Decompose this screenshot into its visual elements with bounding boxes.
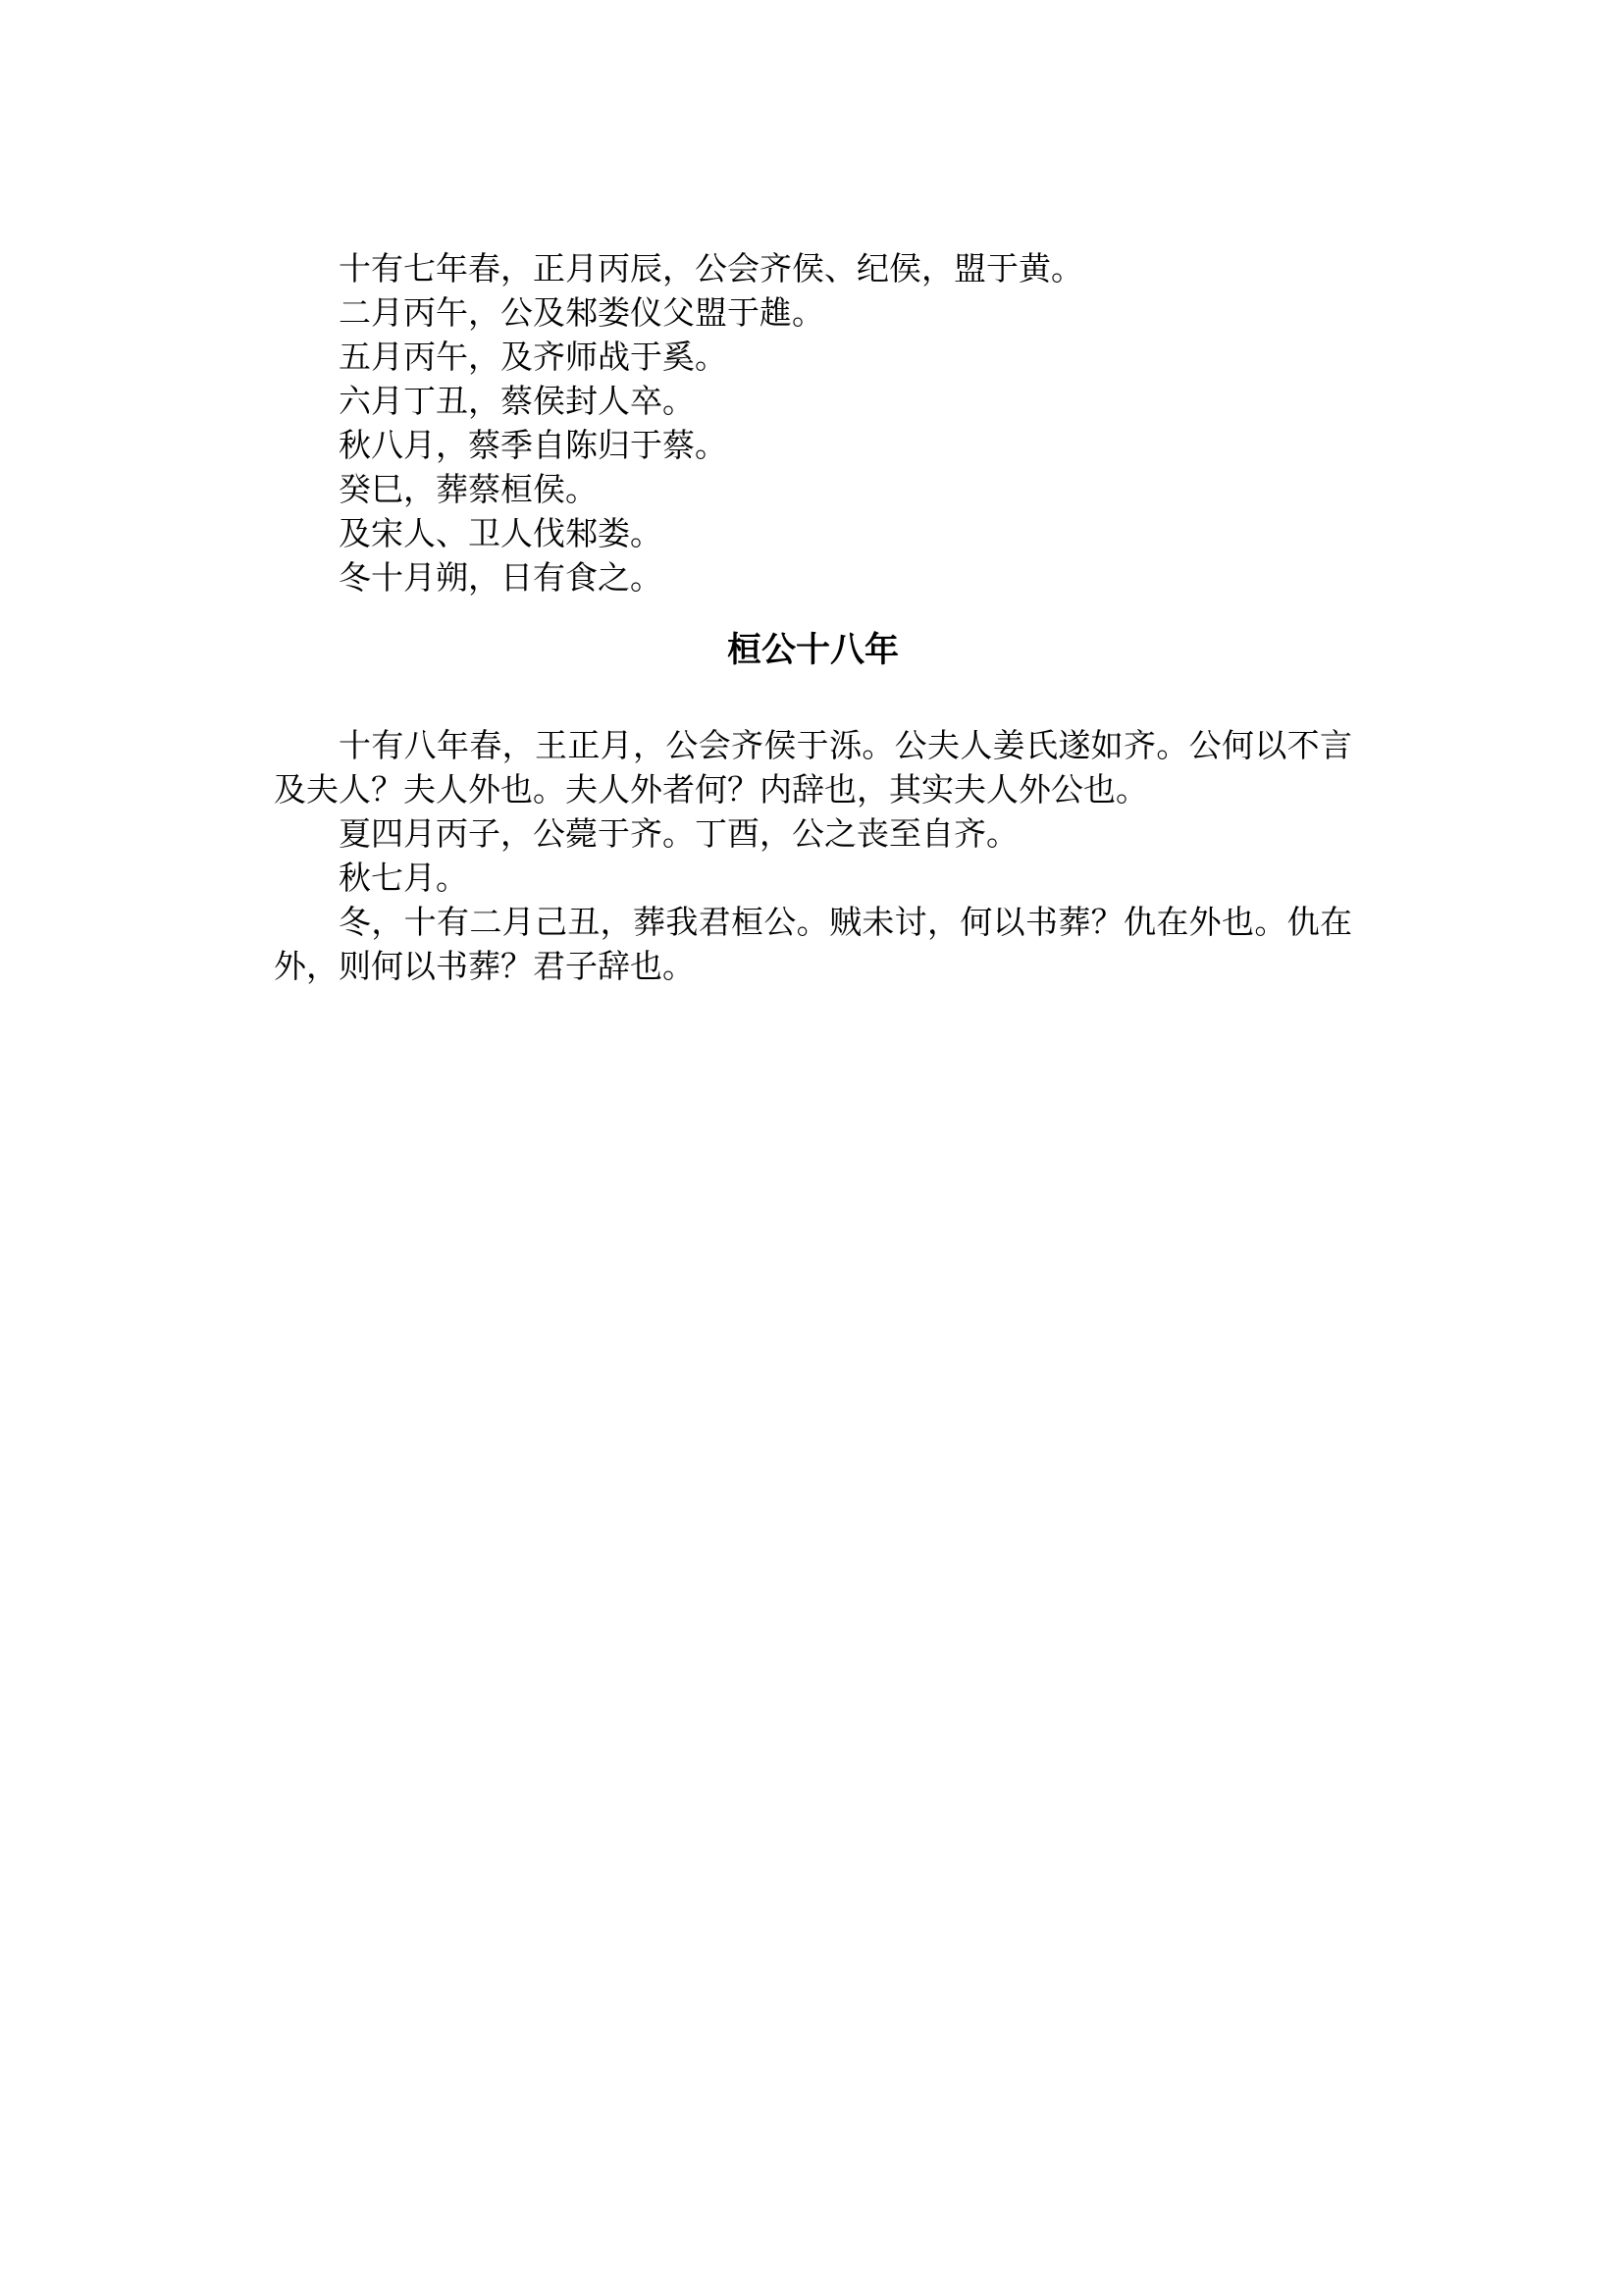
commentary-paragraph: 秋七月。 [339,860,468,896]
section-huangong-17 [274,246,1352,600]
chronicle-entry: 秋八月，蔡季自陈归于蔡。 [339,427,727,463]
commentary-paragraph: 十有八年春，王正月，公会齐侯于泺。公夫人姜氏遂如齐。公何以不言及夫人？夫人外也。夫人外者何？内辞也，其实夫人外公也。 [274,727,1352,808]
chronicle-entry: 冬十月朔，日有食之。 [339,559,662,596]
chronicle-entry: 六月丁丑，蔡侯封人卒。 [339,383,695,419]
section-huangong-18 [274,723,1352,988]
chronicle-entry: 十有七年春，正月丙辰，公会齐侯、纪侯，盟于黄。 [339,250,1083,287]
chronicle-entry: 及宋人、卫人伐邾娄。 [339,515,662,551]
commentary-paragraph: 冬，十有二月己丑，葬我君桓公。贼未讨，何以书葬？仇在外也。仇在外，则何以书葬？君子辞也。 [274,904,1352,984]
chapter-heading: 桓公十八年 [726,631,899,669]
chronicle-entry: 癸巳，葬蔡桓侯。 [339,471,598,507]
chronicle-entry: 二月丙午，公及邾娄仪父盟于趡。 [339,294,824,331]
commentary-paragraph: 夏四月丙子，公薨于齐。丁酉，公之丧至自齐。 [339,815,1019,852]
chronicle-entry: 五月丙午，及齐师战于奚。 [339,339,727,375]
